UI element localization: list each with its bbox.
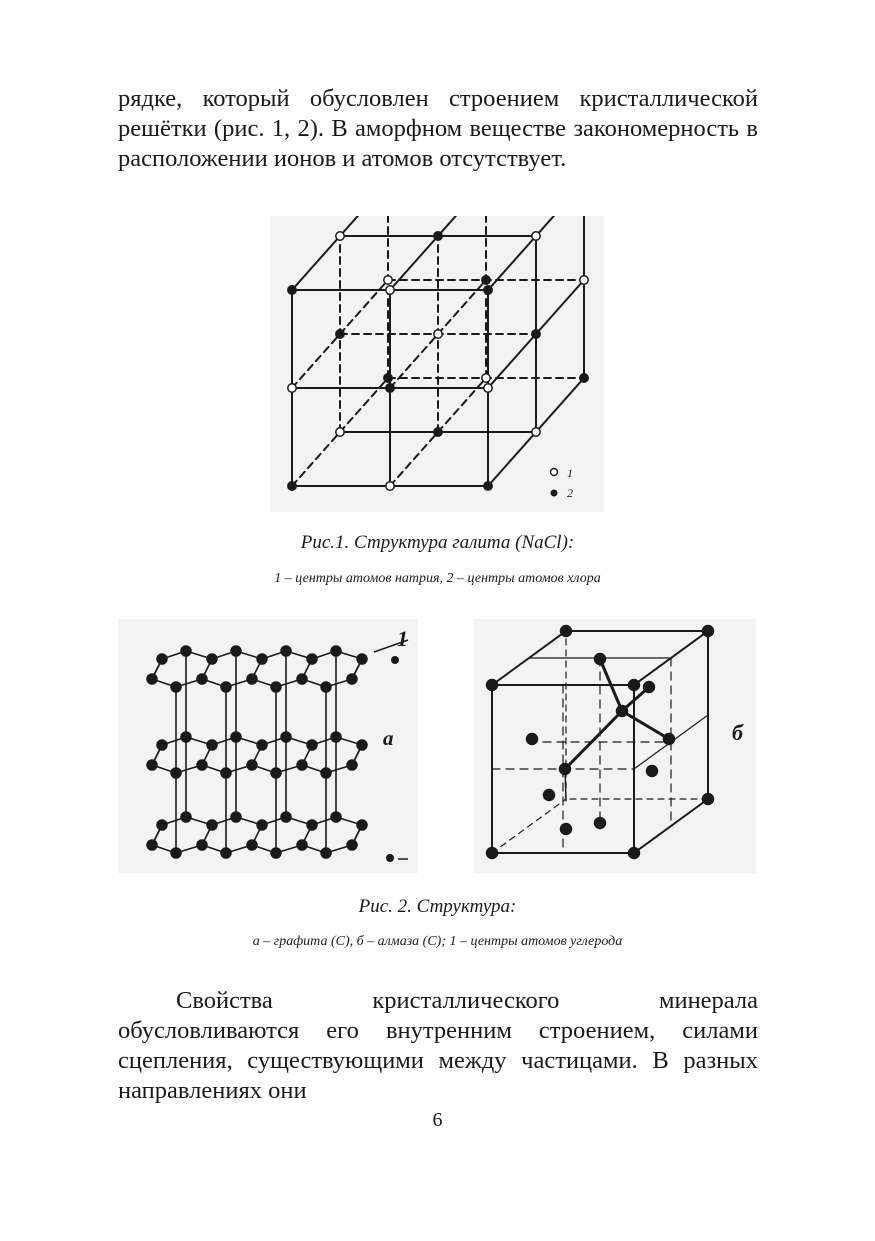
chlorine-atom: [181, 732, 191, 742]
chlorine-atom: [207, 654, 217, 664]
label-atom-1: 1: [397, 626, 408, 651]
chlorine-atom: [157, 740, 167, 750]
chlorine-atom: [703, 626, 714, 637]
chlorine-atom: [336, 330, 344, 338]
sodium-atom: [482, 374, 490, 382]
chlorine-atom: [257, 740, 267, 750]
chlorine-atom: [595, 654, 606, 665]
chlorine-atom: [221, 682, 231, 692]
chlorine-atom: [181, 646, 191, 656]
chlorine-atom: [386, 384, 394, 392]
legend-chlorine-marker: [551, 490, 558, 497]
sodium-atom: [434, 330, 442, 338]
sodium-atom: [336, 232, 344, 240]
chlorine-atom: [207, 740, 217, 750]
chlorine-atom: [171, 768, 181, 778]
chlorine-atom: [321, 848, 331, 858]
chlorine-atom: [221, 768, 231, 778]
chlorine-atom: [297, 760, 307, 770]
chlorine-atom: [595, 818, 606, 829]
chlorine-atom: [171, 682, 181, 692]
sodium-atom: [532, 428, 540, 436]
graphite-structure-drawing: [118, 619, 418, 873]
chlorine-atom: [347, 760, 357, 770]
chlorine-atom: [321, 682, 331, 692]
legend-label-2: 2: [567, 486, 573, 500]
chlorine-atom: [197, 760, 207, 770]
chlorine-atom: [247, 840, 257, 850]
paragraph-top: рядке, который обусловлен строением кристаллической решётки (рис. 1, 2). В аморфном веществе закономерность в расположении ионов и атомов отсутствует.: [118, 85, 758, 172]
chlorine-atom: [221, 848, 231, 858]
bottom-atom-dot: [386, 854, 394, 862]
chlorine-atom: [703, 794, 714, 805]
chlorine-atom: [247, 760, 257, 770]
chlorine-atom: [157, 654, 167, 664]
chlorine-atom: [297, 840, 307, 850]
chlorine-atom: [247, 674, 257, 684]
chlorine-atom: [357, 654, 367, 664]
sodium-atom: [336, 428, 344, 436]
chlorine-atom: [321, 768, 331, 778]
chlorine-atom: [231, 646, 241, 656]
chlorine-atom: [271, 768, 281, 778]
sodium-atom: [384, 276, 392, 284]
figure1-caption: Рис.1. Структура галита (NaCl):: [300, 532, 575, 553]
chlorine-atom: [288, 482, 296, 490]
chlorine-atom: [580, 374, 588, 382]
chlorine-atom: [560, 764, 571, 775]
chlorine-atom: [384, 374, 392, 382]
chlorine-atom: [231, 812, 241, 822]
chlorine-atom: [257, 820, 267, 830]
figure-background: [474, 619, 756, 873]
sodium-atom: [580, 276, 588, 284]
paragraph-bottom: Свойства кристаллического минерала обусловливаются его внутренним строением, силами сцепления, существующими между частицами. В разных направлениях они: [118, 987, 758, 1104]
chlorine-atom: [288, 286, 296, 294]
chlorine-atom: [197, 840, 207, 850]
chlorine-atom: [147, 760, 157, 770]
chlorine-atom: [281, 812, 291, 822]
chlorine-atom: [281, 732, 291, 742]
chlorine-atom: [231, 732, 241, 742]
chlorine-atom: [147, 674, 157, 684]
chlorine-atom: [347, 840, 357, 850]
chlorine-atom: [484, 286, 492, 294]
chlorine-atom: [484, 482, 492, 490]
chlorine-atom: [561, 626, 572, 637]
halite-lattice-drawing: [270, 216, 604, 512]
label-b: б: [732, 720, 743, 745]
chlorine-atom: [487, 680, 498, 691]
figure2-caption: Рис. 2. Структура:: [358, 896, 517, 917]
figure-diamond: [474, 619, 756, 873]
chlorine-atom: [347, 674, 357, 684]
figure-halite: [270, 216, 604, 512]
chlorine-atom: [357, 740, 367, 750]
chlorine-atom: [434, 232, 442, 240]
sodium-atom: [288, 384, 296, 392]
chlorine-atom: [644, 682, 655, 693]
legend-sodium-marker: [551, 469, 558, 476]
chlorine-atom: [197, 674, 207, 684]
chlorine-atom: [532, 330, 540, 338]
chlorine-atom: [207, 820, 217, 830]
chlorine-atom: [482, 276, 490, 284]
figure2-legend: а – графита (С), б – алмаза (С); 1 – центры атомов углерода: [252, 934, 623, 949]
chlorine-atom: [307, 820, 317, 830]
sodium-atom: [532, 232, 540, 240]
chlorine-atom: [664, 734, 675, 745]
chlorine-atom: [629, 848, 640, 859]
chlorine-atom: [307, 740, 317, 750]
chlorine-atom: [357, 820, 367, 830]
sodium-atom: [386, 482, 394, 490]
chlorine-atom: [307, 654, 317, 664]
chlorine-atom: [434, 428, 442, 436]
chlorine-atom: [647, 766, 658, 777]
chlorine-atom: [544, 790, 555, 801]
label-atom-dot: [391, 656, 399, 664]
page-number: 6: [432, 1109, 443, 1131]
diamond-structure-drawing: [474, 619, 756, 873]
legend-label-1: 1: [567, 466, 573, 480]
chlorine-atom: [527, 734, 538, 745]
sodium-atom: [484, 384, 492, 392]
chlorine-atom: [297, 674, 307, 684]
figure1-legend: 1 – центры атомов натрия, 2 – центры атомов хлора: [274, 571, 601, 586]
chlorine-atom: [331, 732, 341, 742]
chlorine-atom: [561, 824, 572, 835]
chlorine-atom: [629, 680, 640, 691]
chlorine-atom: [147, 840, 157, 850]
chlorine-atom: [171, 848, 181, 858]
label-a: а: [383, 726, 394, 750]
chlorine-atom: [271, 848, 281, 858]
chlorine-atom: [157, 820, 167, 830]
chlorine-atom: [487, 848, 498, 859]
chlorine-atom: [257, 654, 267, 664]
sodium-atom: [386, 286, 394, 294]
chlorine-atom: [271, 682, 281, 692]
figure-graphite: [118, 619, 418, 873]
chlorine-atom: [281, 646, 291, 656]
chlorine-atom: [617, 706, 628, 717]
chlorine-atom: [331, 646, 341, 656]
chlorine-atom: [331, 812, 341, 822]
chlorine-atom: [181, 812, 191, 822]
